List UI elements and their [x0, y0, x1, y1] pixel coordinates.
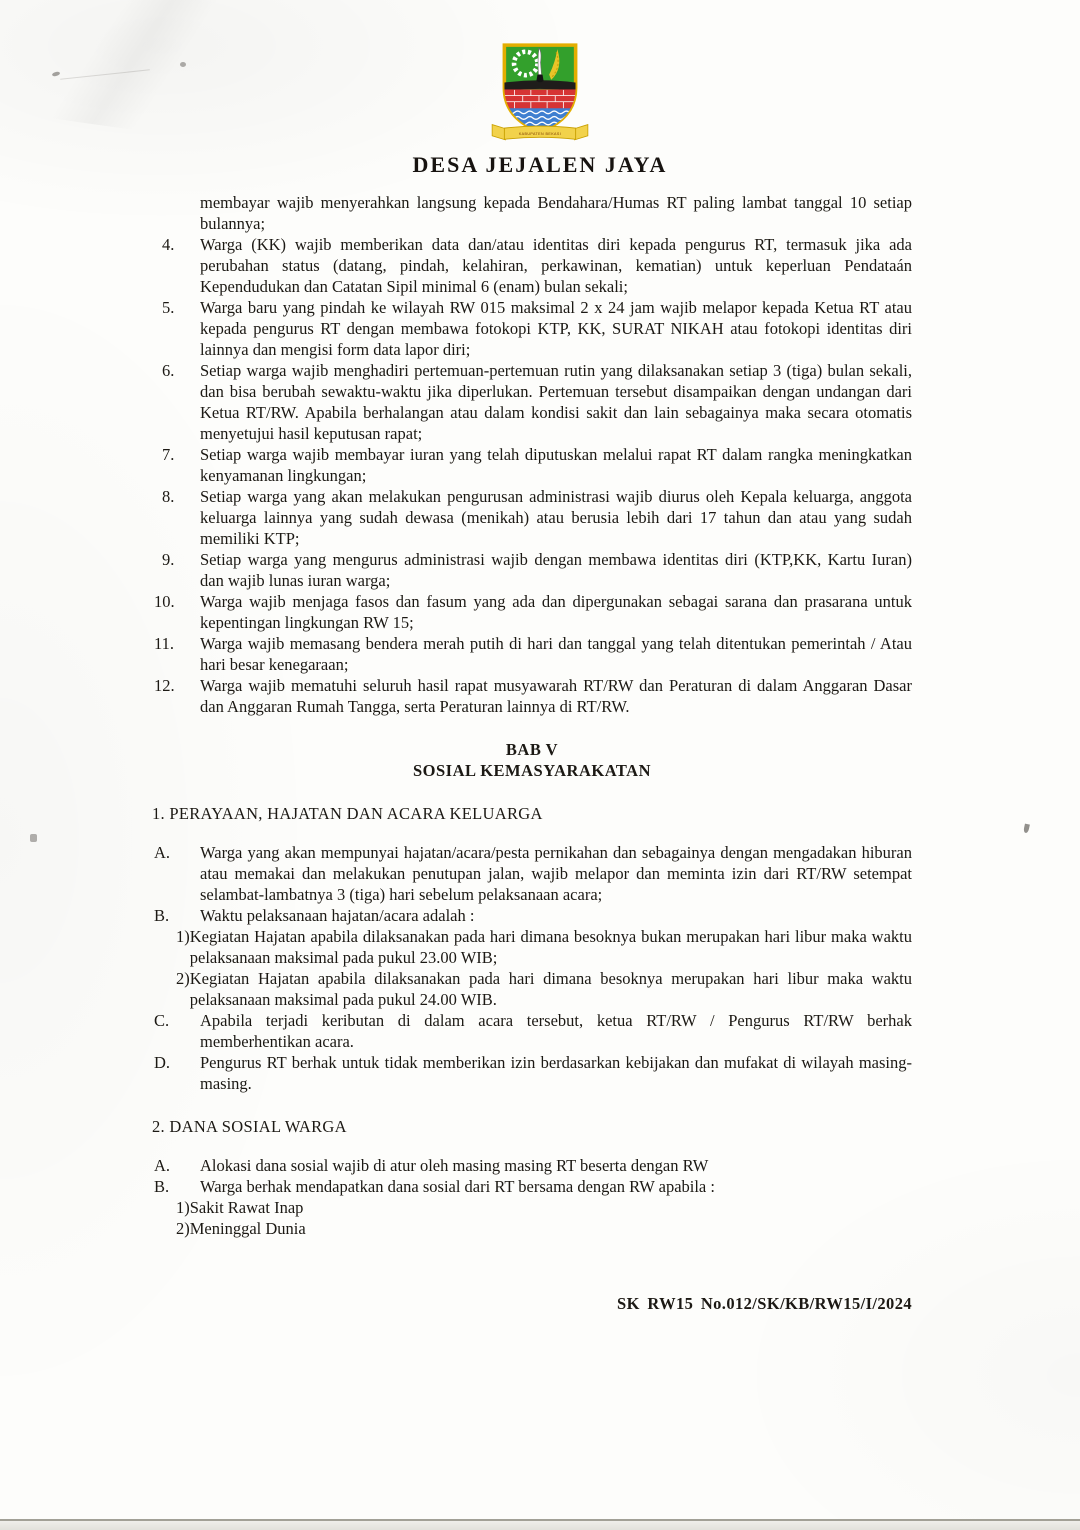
- document-body: [152, 192, 912, 1314]
- chapter-label: BAB V: [505, 740, 559, 759]
- item-text: Apabila terjadi keributan di dalam acara tersebut, ketua RT/RW / Pengurus RT/RW berhak memberhentikan acara.: [200, 1011, 912, 1051]
- subitem-text: Meninggal Dunia: [189, 1219, 306, 1238]
- subitem-text: Kegiatan Hajatan apabila dilaksanakan pada hari dimana besoknya merupakan hari libur maka waktu pelaksanaan maksimal pada pukul 24.00 WIB.: [189, 969, 912, 1009]
- scan-artifact: [30, 834, 37, 842]
- scan-artifact: [1023, 824, 1030, 834]
- lettered-item: [152, 842, 912, 905]
- sub-list-item: [176, 926, 912, 968]
- kabupaten-bekasi-crest-icon: [484, 42, 596, 144]
- page-title: DESA JEJALEN JAYA: [412, 152, 668, 177]
- item-number: 5.: [162, 298, 175, 317]
- item-text: Setiap warga yang akan melakukan pengurusan administrasi wajib diurus oleh Kepala keluarga, anggota keluarga lainnya yang sudah dewasa (menikah) atau berusia lebih dari 17 tahun dan atau yang sudah memiliki KTP;: [200, 487, 912, 548]
- document-reference-number: SK RW15 No.012/SK/KB/RW15/I/2024: [617, 1294, 912, 1313]
- list-item: [152, 234, 912, 297]
- item-text: Alokasi dana sosial wajib di atur oleh masing masing RT beserta dengan RW: [200, 1156, 709, 1175]
- paragraph-continuation: membayar wajib menyerahkan langsung kepada Bendahara/Humas RT paling lambat tanggal 10 setiap bulannya;: [200, 193, 912, 233]
- subitem-number: 1): [176, 1198, 190, 1217]
- paper-bottom-edge: [0, 1519, 1080, 1530]
- item-letter: A.: [154, 843, 171, 862]
- subitem-number: 1): [176, 927, 190, 946]
- list-item: [152, 675, 912, 717]
- item-number: 4.: [162, 235, 175, 254]
- chapter-title: SOSIAL KEMASYARAKATAN: [412, 761, 652, 780]
- item-text: Warga wajib menjaga fasos dan fasum yang ada dan dipergunakan sebagai sarana dan prasarana untuk kepentingan lingkungan RW 15;: [200, 592, 912, 632]
- subitem-text: Kegiatan Hajatan apabila dilaksanakan pada hari dimana besoknya bukan merupakan hari libur maka waktu pelaksanaan maksimal pada pukul 23.00 WIB;: [189, 927, 912, 967]
- item-number: 10.: [154, 592, 175, 611]
- village-emblem: [0, 42, 1080, 144]
- list-item: [152, 591, 912, 633]
- item-number: 12.: [154, 676, 175, 695]
- item-text: Warga yang akan mempunyai hajatan/acara/pesta pernikahan dan sebagainya dengan mengadakan hiburan atau memakai dan melakukan penutupan jalan, wajib melapor dan meminta izin dari RT/RW setempat selambat-lambatnya 3 (tiga) hari sebelum pelaksanaan acara;: [200, 843, 912, 904]
- item-letter: B.: [154, 1177, 170, 1196]
- lettered-item: [152, 1176, 912, 1197]
- item-text: Warga wajib memasang bendera merah putih di hari dan tanggal yang telah ditentukan pemerintah / Atau hari besar kenegaraan;: [200, 634, 912, 674]
- lettered-item: [152, 905, 912, 926]
- item-text: Setiap warga wajib membayar iuran yang telah diputuskan melalui rapat RT dalam rangka meningkatkan kenyamanan lingkungan;: [200, 445, 912, 485]
- document-header: [0, 0, 1080, 178]
- kris-hilt-icon: [536, 75, 543, 83]
- item-text: Warga berhak mendapatkan dana sosial dari RT bersama dengan RW apabila :: [200, 1177, 715, 1196]
- item-letter: A.: [154, 1156, 171, 1175]
- list-item: [152, 486, 912, 549]
- ribbon-banner: [492, 125, 588, 140]
- sub-list-item: [176, 1197, 912, 1218]
- section1-heading: 1. PERAYAAN, HAJATAN DAN ACARA KELUARGA: [152, 804, 543, 823]
- lettered-item: [152, 1052, 912, 1094]
- shield-brick-field: [502, 89, 577, 108]
- list-item: [152, 297, 912, 360]
- sub-list-item: [176, 968, 912, 1010]
- item-letter: D.: [154, 1053, 171, 1072]
- item-number: 9.: [162, 550, 175, 569]
- item-text: Pengurus RT berhak untuk tidak memberikan izin berdasarkan kebijakan dan mufakat di wilayah masing-masing.: [200, 1053, 912, 1093]
- item-text: Warga (KK) wajib memberikan data dan/atau identitas diri kepada pengurus RT, termasuk jika ada perubahan status (datang, pindah, kelahiran, perkawinan, kematian) untuk keperluan Pendataán Kependudukan dan Catatan Sipil minimal 6 (enam) bulan sekali;: [200, 235, 912, 296]
- item-letter: C.: [154, 1011, 170, 1030]
- section2-heading: 2. DANA SOSIAL WARGA: [152, 1117, 347, 1136]
- chapter-heading: [152, 739, 912, 781]
- subitem-number: 2): [176, 969, 190, 988]
- item-number: 6.: [162, 361, 175, 380]
- list-item: [152, 633, 912, 675]
- sub-list-item: [176, 1218, 912, 1239]
- item-number: 7.: [162, 445, 175, 464]
- subitem-text: Sakit Rawat Inap: [189, 1198, 304, 1217]
- lettered-item: [152, 1155, 912, 1176]
- ribbon-text: KABUPATEN BEKASI: [518, 132, 562, 137]
- item-number: 8.: [162, 487, 175, 506]
- item-text: Warga baru yang pindah ke wilayah RW 015 maksimal 2 x 24 jam wajib melapor kepada Ketua RT atau kepada pengurus RT dengan membawa fotokopi KTP, KK, SURAT NIKAH atau fotokopi identitas diri lainnya dan mengisi form data lapor diri;: [200, 298, 912, 359]
- item-number: 11.: [154, 634, 175, 653]
- item-text: Waktu pelaksanaan hajatan/acara adalah :: [200, 906, 475, 925]
- lettered-item: [152, 1010, 912, 1052]
- item-text: Setiap warga wajib menghadiri pertemuan-pertemuan rutin yang dilaksanakan setiap 3 (tiga) bulan sekali, dan bisa berubah sewaktu-waktu jika diperlukan. Pertemuan tersebut disampaikan dengan undangan dari Ketua RT/RW. Apabila berhalangan atau dalam kondisi sakit dan lain sebagainya maka secara otomatis menyetujui hasil keputusan rapat;: [200, 361, 912, 443]
- item-letter: B.: [154, 906, 170, 925]
- item-text: Warga wajib mematuhi seluruh hasil rapat musyawarah RT/RW dan Peraturan di dalam Anggaran Dasar dan Anggaran Rumah Tangga, serta Peraturan lainnya di RT/RW.: [200, 676, 912, 716]
- list-item: [152, 549, 912, 591]
- item-text: Setiap warga yang mengurus administrasi wajib dengan membawa identitas diri (KTP,KK, Kartu Iuran) dan wajib lunas iuran warga;: [200, 550, 912, 590]
- subitem-number: 2): [176, 1219, 190, 1238]
- list-item: [152, 444, 912, 486]
- list-item: [152, 360, 912, 444]
